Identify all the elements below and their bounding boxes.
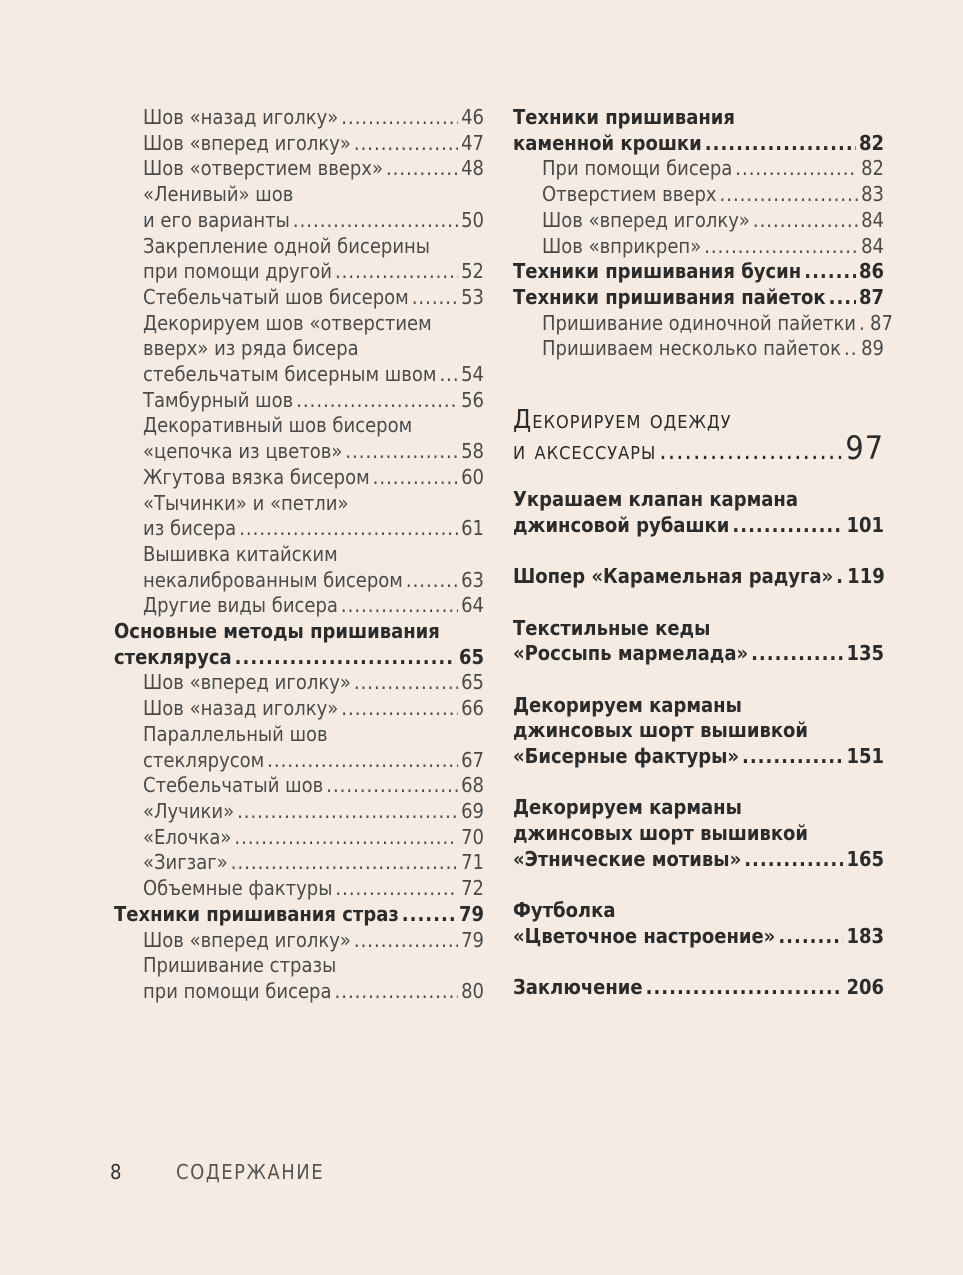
toc-entry-title-line: Параллельный шов [143,721,328,746]
toc-entry-title-line: Пришиваем несколько пайеток [542,336,842,361]
toc-page-number: 72 [461,876,484,901]
toc-entry-main[interactable] [114,902,484,928]
toc-page-number: 97 [845,429,884,468]
dot-leader [354,670,458,696]
dot-leader [239,516,458,542]
toc-entry-title-line: из бисера [143,516,237,541]
toc-entry-title-line: «Тычинки» и «петли» [143,490,349,515]
dot-leader [237,799,458,825]
toc-entry-sub[interactable] [114,928,484,954]
toc-page-number: 63 [461,567,484,592]
dot-leader [844,336,858,362]
dot-leader [373,465,458,491]
toc-page-number: 69 [461,798,484,823]
toc-entry-title-line: джинсовых шорт вышивкой [513,718,809,743]
toc-entry-title-line: Шов «отверстием вверх» [143,156,383,181]
toc-entry-title-line: Закрепление одной бисерины [143,233,430,258]
toc-entry-sub[interactable] [114,465,484,491]
toc-page-number: 71 [461,850,484,875]
footer-page-number: 8 [110,1160,122,1184]
toc-page-number: 58 [461,439,484,464]
toc-page-number: 60 [461,464,484,489]
toc-entry-sub[interactable] [114,953,484,1004]
dot-leader [335,979,459,1005]
toc-entry-title-line: Пришивание стразы [143,953,337,978]
toc-entry-big[interactable] [513,487,884,538]
toc-entry-title-line: Отверстием вверх [542,182,717,207]
dot-leader [326,773,458,799]
toc-entry-big[interactable] [513,564,884,590]
toc-page-number: 89 [861,336,884,361]
toc-page-number: 53 [461,284,484,309]
toc-entry-title-line: Шов «вприкреп» [542,233,702,258]
toc-page-number: 47 [461,130,484,155]
toc-entry-sub[interactable] [114,388,484,414]
toc-entry-big[interactable] [513,898,884,949]
toc-entry-title-line: При помощи бисера [542,156,733,181]
toc-entry-title-line: «Ленивый» шов [143,182,294,207]
toc-page-number: 83 [861,182,884,207]
toc-entry-title-line: стекляруса [114,644,232,669]
toc-entry-sub[interactable] [114,670,484,696]
toc-page-number: 135 [846,641,884,666]
toc-page-number: 65 [461,670,484,695]
toc-entry-sub[interactable] [513,310,893,337]
dot-leader [735,156,858,182]
toc-entry-title-line: Декорируем карманы [513,692,742,717]
dot-leader [646,975,844,1001]
toc-entry-title-line: и его варианты [143,207,290,232]
dot-leader [231,850,458,876]
toc-entry-main[interactable] [513,105,884,156]
toc-left-column [114,105,484,1005]
toc-page-number: 52 [461,259,484,284]
toc-entry-sub[interactable] [114,131,484,157]
toc-entry-section[interactable] [513,405,884,468]
toc-entry-sub[interactable] [114,722,484,773]
dot-leader [829,285,856,311]
toc-entry-title-line: Жгутова вязка бисером [143,464,370,489]
toc-page-number: 87 [858,284,884,309]
dot-leader [402,902,456,928]
toc-entry-title-line: Техники пришивания страз [114,901,399,926]
toc-page-number: 183 [846,923,884,948]
dot-leader [720,182,859,208]
dot-leader [386,156,458,182]
dot-leader [354,928,458,954]
dot-leader [859,311,867,337]
toc-entry-title-line: Шов «вперед иголку» [143,927,351,952]
dot-leader [354,131,458,157]
toc-page-number: 48 [461,156,484,181]
dot-leader [234,825,458,851]
toc-entry-title-line: Основные методы пришивания [114,619,440,644]
dot-leader [341,593,458,619]
toc-entry-sub[interactable] [114,799,484,825]
footer-section-title: СОДЕРЖАНИЕ [176,1160,325,1184]
dot-leader [778,924,843,950]
toc-entry-title-line: Шов «назад иголку» [143,105,339,129]
dot-leader [406,568,458,594]
dot-leader [659,437,842,465]
toc-entry-sub[interactable] [513,182,884,208]
toc-entry-sub[interactable] [114,825,484,851]
toc-page-number: 101 [846,512,884,537]
toc-page-number: 82 [858,130,884,155]
toc-entry-sub[interactable] [114,850,484,876]
toc-entry-title-line: Декорируем карманы [513,795,742,820]
toc-page-number: 64 [461,593,484,618]
toc-entry-title-line: Шов «назад иголку» [143,696,339,721]
toc-page-number: 84 [861,207,884,232]
toc-page-number: 54 [461,362,484,387]
toc-page-number: 50 [461,207,484,232]
toc-entry-title-line: Шов «вперед иголку» [143,670,351,695]
toc-entry-title-line: каменной крошки [513,130,702,155]
toc-entry-sub[interactable] [114,593,484,619]
dot-leader [439,362,458,388]
toc-entry-sub[interactable] [114,285,484,311]
toc-entry-sub[interactable] [114,413,484,464]
toc-entry-title-line: Футболка [513,898,616,923]
toc-entry-sub[interactable] [114,773,484,799]
toc-entry-title-line: стебельчатым бисерным швом [143,362,437,387]
toc-entry-title-line: Стебельчатый шов бисером [143,284,409,309]
toc-page-number: 65 [458,644,484,669]
toc-entry-title-line: Шов «вперед иголку» [542,207,750,232]
toc-entry-sub[interactable] [114,876,484,902]
toc-entry-title-line: Стебельчатый шов [143,773,324,798]
toc-entry-main[interactable] [513,285,884,311]
toc-entry-title-line: Объемные фактуры [143,876,333,901]
toc-entry-title-line: Вышивка китайским [143,541,338,566]
toc-entry-sub[interactable] [114,182,484,233]
toc-entry-title-line: при помощи другой [143,259,332,284]
toc-entry-title-line: «Бисерные фактуры» [513,744,739,769]
toc-entry-big[interactable] [513,693,884,770]
toc-entry-title-line: Шов «вперед иголку» [143,130,351,155]
toc-entry-title-line: «Этнические мотивы» [513,846,742,871]
page-footer [110,1160,324,1184]
toc-entry-title-line: Техники пришивания пайеток [513,284,826,309]
toc-entry-title-line: «Елочка» [143,824,232,849]
toc-entry-sub[interactable] [114,696,484,722]
toc-page-number: 66 [461,696,484,721]
toc-page-number: 68 [461,773,484,798]
dot-leader [744,847,843,873]
toc-entry-title-line: Декорируем шов «отверстием [143,310,432,335]
toc-entry-title-line: некалиброванным бисером [143,567,403,592]
toc-page-number: 56 [461,387,484,412]
toc-entry-title-line: Техники пришивания бусин [513,259,802,284]
toc-entry-title-line: джинсовых шорт вышивкой [513,821,809,846]
toc-page-number: 79 [458,901,484,926]
dot-leader [742,744,843,770]
toc-entry-title-line: Тамбурный шов [143,387,294,412]
dot-leader [293,208,458,234]
toc-entry-title-line: вверх» из ряда бисера [143,336,359,361]
toc-entry-title-line: «Цветочное настроение» [513,923,776,948]
toc-page-number: 119 [847,564,885,589]
dot-leader [732,513,843,539]
toc-page-number: 165 [846,846,884,871]
toc-entry-title-line: Пришивание одиночной пайетки [542,310,856,335]
dot-leader [235,645,456,671]
dot-leader [296,388,458,414]
toc-entry-title-line: Декорируем одежду [513,405,732,436]
toc-right-column [513,105,893,1001]
toc-entry-main[interactable] [114,619,484,670]
dot-leader [335,259,458,285]
toc-entry-title-line: при помощи бисера [143,978,332,1003]
dot-leader [345,439,458,465]
toc-entry-sub[interactable] [114,156,484,182]
toc-entry-sub[interactable] [513,156,884,182]
toc-page-number: 151 [846,744,884,769]
dot-leader [412,285,458,311]
toc-entry-sub[interactable] [114,542,484,593]
toc-entry-title-line: Шопер «Карамельная радуга» [513,564,834,589]
toc-page-number: 80 [461,978,484,1003]
toc-entry-sub[interactable] [114,311,484,388]
dot-leader [704,234,858,260]
toc-entry-title-line: Текстильные кеды [513,615,711,640]
toc-page-number: 87 [870,310,893,335]
toc-entry-title-line: джинсовой рубашки [513,512,730,537]
toc-entry-title-line: «Зигзаг» [143,850,228,875]
dot-leader [753,208,858,234]
toc-page-number: 79 [461,927,484,952]
toc-entry-title-line: Другие виды бисера [143,593,338,618]
dot-leader [335,876,458,902]
toc-entry-title-line: и аксессуары [513,436,657,467]
toc-entry-title-line: «Лучики» [143,798,235,823]
dot-leader [341,696,458,722]
toc-page-number: 206 [846,975,884,1000]
dot-leader [804,259,856,285]
dot-leader [341,105,458,131]
toc-entry-title-line: Заключение [513,975,643,1000]
toc-page-number: 46 [461,105,484,129]
dot-leader [751,641,843,667]
toc-page-number: 86 [858,259,884,284]
dot-leader [705,131,856,157]
toc-page-number: 82 [861,156,884,181]
toc-entry-sub[interactable] [513,208,884,234]
toc-entry-sub[interactable] [114,234,484,285]
toc-entry-main[interactable] [513,259,884,285]
toc-entry-sub[interactable] [114,105,484,131]
toc-entry-big[interactable] [513,975,884,1001]
toc-page-number: 61 [461,516,484,541]
toc-entry-title-line: Техники пришивания [513,105,735,129]
toc-entry-title-line: «цепочка из цветов» [143,439,343,464]
toc-entry-sub[interactable] [513,336,884,362]
toc-entry-title-line: Декоративный шов бисером [143,413,413,438]
toc-page-number: 67 [461,747,484,772]
toc-entry-big[interactable] [513,616,884,667]
toc-entry-big[interactable] [513,795,884,872]
toc-entry-title-line: Украшаем клапан кармана [513,487,798,512]
toc-entry-title-line: стеклярусом [143,747,265,772]
toc-entry-title-line: «Россыпь мармелада» [513,641,749,666]
dot-leader [267,748,458,774]
toc-page-number: 70 [461,824,484,849]
toc-entry-sub[interactable] [513,234,884,260]
toc-entry-sub[interactable] [114,491,484,542]
toc-page-number: 84 [861,233,884,258]
dot-leader [836,564,844,590]
